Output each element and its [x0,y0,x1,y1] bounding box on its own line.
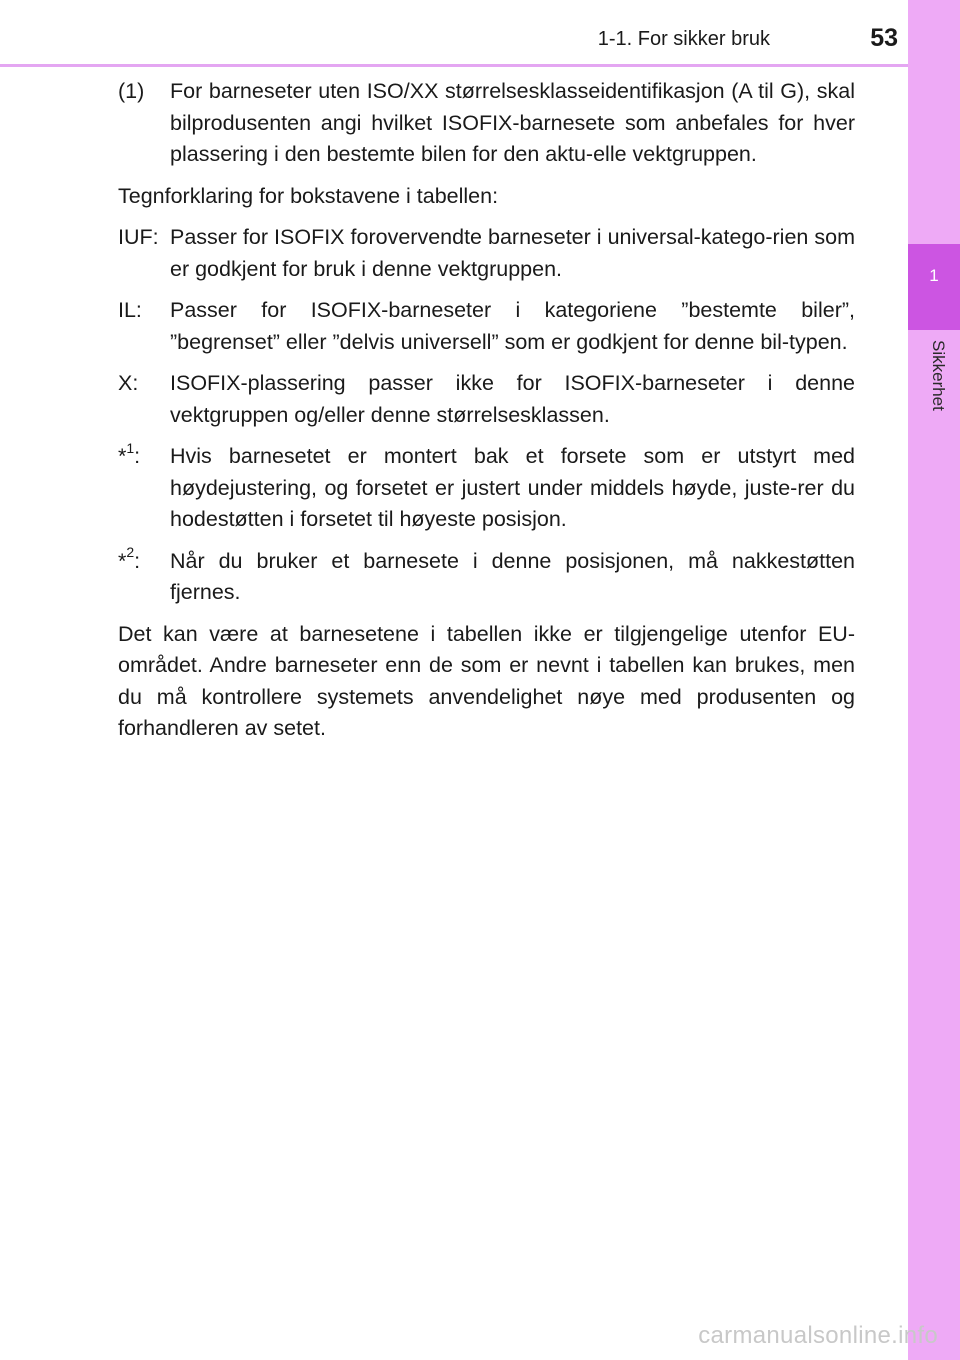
footnote-2-number: 2 [126,544,135,561]
footnote-1-number: 1 [126,439,135,456]
footnote-2-text: Når du bruker et barnesete i denne posisjonen, må nakkestøtten fjernes. [170,548,855,604]
chapter-tab-active [908,244,960,330]
footnote-1-text: Hvis barnesetet er montert bak et forsete som er utstyrt med høydejustering, og forsetet er justert under middels høyde, juste-rer du hodestøtten i forsetet til høyeste posisjon. [170,444,855,531]
legend-x [118,368,855,431]
footnote-2-label [118,546,170,609]
page-number: 53 [870,24,898,52]
note-1-label: (1) [118,79,145,103]
note-1 [118,76,855,171]
chapter-side-tab [908,0,960,1360]
legend-intro: Tegnforklaring for bokstavene i tabellen: [118,183,499,208]
page-content [118,76,855,755]
chapter-name: Sikkerhet [929,340,948,411]
footnote-2 [118,546,855,609]
footnote-1-colon: : [134,444,141,468]
footnote-1 [118,441,855,536]
footnote-1-label [118,441,170,536]
legend-il-label: IL: [118,298,142,322]
legend-x-text: ISOFIX-plassering passer ikke for ISOFIX-barneseter i denne vektgruppen og/eller denne størrelsesklassen. [170,371,855,427]
legend-il [118,295,855,358]
watermark: carmanualsonline.info [698,1322,938,1349]
legend-iuf-label: IUF: [118,225,159,249]
header-divider [0,64,908,67]
footnote-2-star: * [118,548,127,573]
legend-iuf [118,222,855,285]
footnote-1-star: * [118,444,127,468]
legend-il-text: Passer for ISOFIX-barneseter i kategoriene ”bestemte biler”, ”begrenset” eller ”delvis universell” som er godkjent for denne bil-typen. [170,298,855,354]
closing-paragraph: Det kan være at barnesetene i tabellen ikke er tilgjengelige utenfor EU-området. Andre barneseter enn de som er nevnt i tabellen kan brukes, men du må kontrollere systemets anvendelighet nøye med produsenten og forhandleren av setet. [118,621,855,740]
note-1-text: For barneseter uten ISO/XX størrelsesklasseidentifikasjon (A til G), skal bilprodusenten angi hvilket ISOFIX-barnesete som anbefales for hver plassering i den bestemte bilen for den aktu-elle vektgruppen. [170,79,855,166]
legend-x-label: X: [118,371,139,395]
legend-iuf-text: Passer for ISOFIX forovervendte barneseter i universal-katego-rien som er godkjent for bruk i denne vektgruppen. [170,225,855,281]
footnote-2-colon: : [134,548,141,573]
section-title: 1-1. For sikker bruk [597,28,770,50]
chapter-number: 1 [929,266,939,285]
